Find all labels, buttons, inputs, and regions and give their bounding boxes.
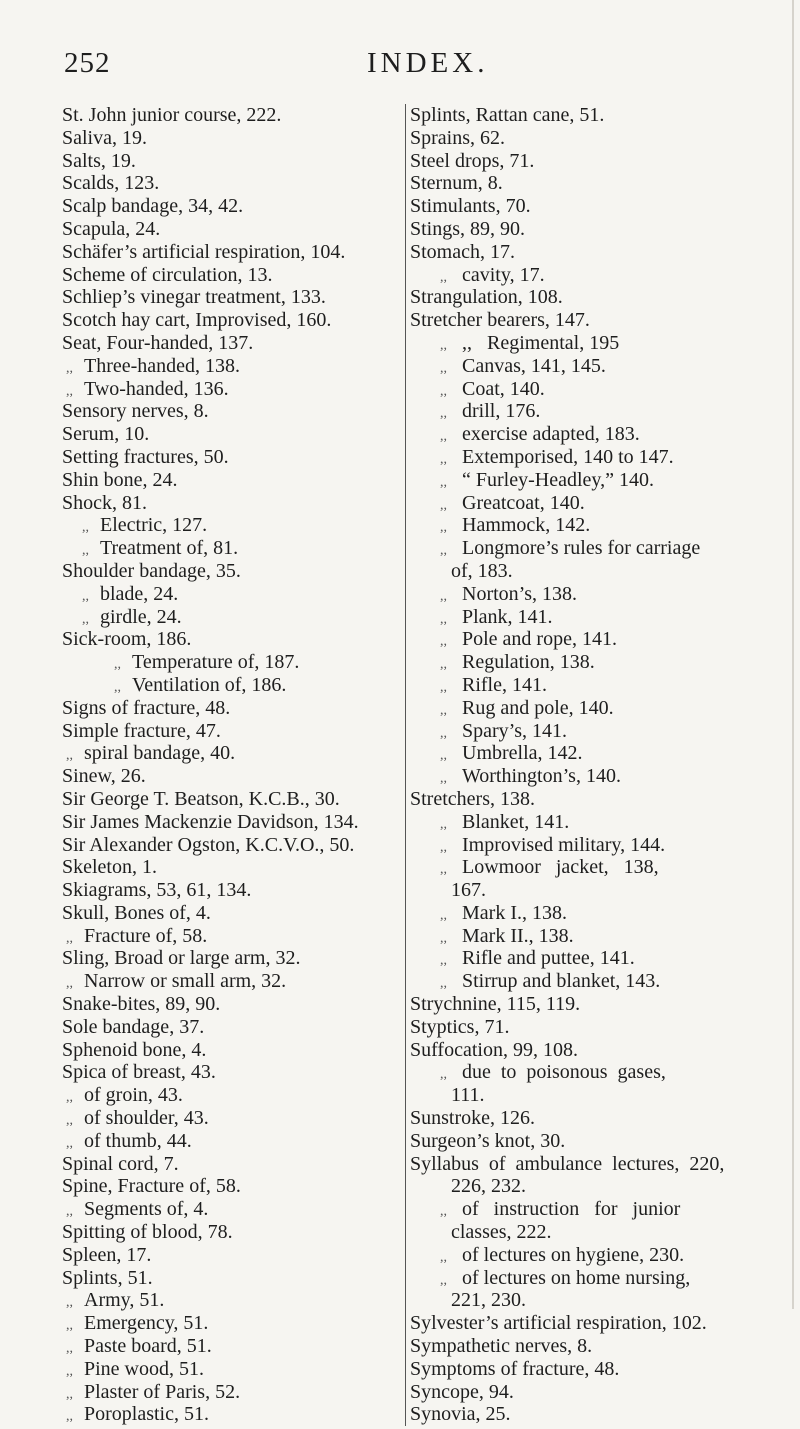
index-entry [62, 400, 392, 423]
index-entry-continuation [405, 560, 783, 583]
entry-text: Segments of, 4. [84, 1198, 209, 1221]
entry-text: Spleen, 17. [62, 1243, 152, 1266]
ditto-mark: ,, [440, 816, 447, 832]
entry-text: Longmore’s rules for carriage [462, 537, 701, 560]
index-entry [62, 104, 392, 127]
ditto-mark: ,, [440, 1204, 447, 1220]
entry-text: Worthington’s, 140. [462, 765, 621, 788]
entry-text: Sole bandage, 37. [62, 1015, 205, 1038]
ditto-mark: ,, [66, 1113, 73, 1129]
index-subentry [62, 925, 392, 948]
ditto-mark: ,, [440, 748, 447, 764]
index-subentry [62, 537, 392, 560]
index-subentry [62, 1084, 392, 1107]
index-entry [62, 469, 392, 492]
entry-text: Stimulants, 70. [410, 195, 531, 218]
entry-text: Schliep’s vinegar treatment, 133. [62, 286, 326, 309]
index-subentry [62, 514, 392, 537]
ditto-mark: ,, [66, 1295, 73, 1311]
ditto-mark: ,, [440, 360, 447, 376]
entry-text: Narrow or small arm, 32. [84, 970, 287, 993]
index-subentry [62, 1403, 392, 1426]
index-subentry [405, 742, 783, 765]
ditto-mark: ,, [66, 1090, 73, 1106]
page-number: 252 [64, 47, 111, 79]
ditto-mark: ,, [66, 1386, 73, 1402]
index-entry-continuation [405, 1084, 783, 1107]
entry-text: St. John junior course, 222. [62, 104, 282, 126]
index-entry-continuation [405, 1221, 783, 1244]
ditto-mark: ,, [440, 611, 447, 627]
running-title: INDEX. [367, 47, 489, 79]
ditto-mark: ,, [440, 451, 447, 467]
index-subentry [405, 469, 783, 492]
entry-text: Extemporised, 140 to 147. [462, 445, 674, 468]
entry-text: Three-handed, 138. [84, 354, 241, 377]
index-subentry [405, 834, 783, 857]
ditto-mark: ,, [66, 748, 73, 764]
index-entry [62, 765, 392, 788]
entry-text: Sprains, 62. [410, 126, 505, 149]
index-subentry [405, 947, 783, 970]
index-subentry [405, 856, 783, 879]
ditto-mark: ,, [440, 771, 447, 787]
index-subentry [405, 720, 783, 743]
index-subentry [405, 378, 783, 401]
entry-text: Pole and rope, 141. [462, 628, 617, 651]
index-entry [62, 856, 392, 879]
ditto-mark: ,, [114, 679, 121, 695]
entry-text: of, 183. [451, 559, 513, 582]
index-column-right [405, 104, 783, 1426]
index-entry [405, 150, 783, 173]
ditto-mark: ,, [440, 953, 447, 969]
index-subentry [405, 1061, 783, 1084]
index-entry [62, 1153, 392, 1176]
index-subentry [62, 606, 392, 629]
index-entry-continuation [405, 879, 783, 902]
ditto-mark: ,, [440, 588, 447, 604]
index-subentry [405, 1244, 783, 1267]
entry-text: Strangulation, 108. [410, 286, 563, 309]
ditto-mark: ,, [440, 702, 447, 718]
index-entry [62, 264, 392, 287]
entry-text: Sir George T. Beatson, K.C.B., 30. [62, 787, 340, 810]
entry-text: 226, 232. [451, 1175, 526, 1198]
entry-text: 167. [451, 879, 486, 902]
entry-text: due to poisonous gases, [462, 1061, 666, 1084]
entry-text: Splints, Rattan cane, 51. [410, 104, 605, 126]
index-subentry [405, 400, 783, 423]
entry-text: of lectures on hygiene, 230. [462, 1243, 685, 1266]
entry-text: Stretchers, 138. [410, 787, 535, 810]
entry-text: Scalp bandage, 34, 42. [62, 195, 244, 218]
entry-text: Rifle, 141. [462, 673, 547, 696]
index-subentry [405, 925, 783, 948]
entry-text: Paste board, 51. [84, 1335, 212, 1358]
entry-text: Spitting of blood, 78. [62, 1221, 233, 1244]
ditto-mark: ,, [440, 1272, 447, 1288]
index-entry [405, 1312, 783, 1335]
entry-text: cavity, 17. [462, 263, 545, 286]
entry-text: Poroplastic, 51. [84, 1403, 209, 1426]
index-entry [62, 309, 392, 332]
ditto-mark: ,, [66, 1409, 73, 1425]
entry-text: Salts, 19. [62, 149, 136, 172]
entry-text: Fracture of, 58. [84, 924, 208, 947]
index-subentry [405, 1198, 783, 1221]
entry-text: Suffocation, 99, 108. [410, 1038, 578, 1061]
index-subentry [62, 970, 392, 993]
entry-text: Norton’s, 138. [462, 582, 577, 605]
ditto-mark: ,, [82, 588, 89, 604]
index-entry [405, 1403, 783, 1426]
entry-text: Spinal cord, 7. [62, 1152, 179, 1175]
index-subentry [405, 651, 783, 674]
entry-text: 221, 230. [451, 1289, 526, 1312]
index-entry [405, 241, 783, 264]
ditto-mark: ,, [440, 634, 447, 650]
index-subentry [405, 355, 783, 378]
entry-text: Coat, 140. [462, 377, 545, 400]
index-subentry [62, 1312, 392, 1335]
ditto-mark: ,, [440, 679, 447, 695]
ditto-mark: ,, [66, 383, 73, 399]
entry-text: Skeleton, 1. [62, 856, 157, 879]
entry-text: Strychnine, 115, 119. [410, 993, 581, 1016]
index-subentry [62, 355, 392, 378]
entry-text: Simple fracture, 47. [62, 719, 221, 742]
entry-text: Stings, 89, 90. [410, 217, 526, 240]
entry-text: Scotch hay cart, Improvised, 160. [62, 309, 332, 332]
index-subentry [62, 378, 392, 401]
index-entry [405, 1381, 783, 1404]
entry-text: blade, 24. [100, 582, 179, 605]
entry-text: drill, 176. [462, 400, 541, 423]
entry-text: Sir James Mackenzie Davidson, 134. [62, 810, 359, 833]
index-subentry [405, 264, 783, 287]
entry-text: Sympathetic nerves, 8. [410, 1335, 593, 1358]
index-entry [62, 218, 392, 241]
index-entry [62, 332, 392, 355]
ditto-mark: ,, [440, 725, 447, 741]
index-entry [62, 127, 392, 150]
index-subentry [62, 1130, 392, 1153]
index-subentry [405, 697, 783, 720]
index-entry [62, 1244, 392, 1267]
entry-text: ,, Regimental, 195 [462, 331, 620, 354]
index-subentry [405, 423, 783, 446]
entry-text: Skull, Bones of, 4. [62, 901, 211, 924]
ditto-mark: ,, [440, 337, 447, 353]
index-entry [405, 1130, 783, 1153]
ditto-mark: ,, [440, 657, 447, 673]
entry-text: Plaster of Paris, 52. [84, 1380, 241, 1403]
entry-text: Styptics, 71. [410, 1015, 510, 1038]
entry-text: of instruction for junior [462, 1198, 681, 1221]
index-entry [405, 127, 783, 150]
index-subentry [62, 742, 392, 765]
index-entry [405, 1107, 783, 1130]
entry-text: of lectures on home nursing, [462, 1266, 691, 1289]
index-entry [62, 492, 392, 515]
index-subentry [405, 1267, 783, 1290]
entry-text: Spary’s, 141. [462, 719, 567, 742]
index-subentry [405, 765, 783, 788]
entry-text: 111. [451, 1084, 485, 1107]
ditto-mark: ,, [66, 1318, 73, 1334]
index-entry [62, 423, 392, 446]
index-entry [405, 788, 783, 811]
index-subentry [405, 537, 783, 560]
entry-text: Two-handed, 136. [84, 377, 229, 400]
ditto-mark: ,, [440, 429, 447, 445]
ditto-mark: ,, [440, 474, 447, 490]
index-subentry [62, 674, 392, 697]
ditto-mark: ,, [440, 930, 447, 946]
ditto-mark: ,, [440, 520, 447, 536]
entry-text: classes, 222. [451, 1221, 552, 1244]
entry-text: Seat, Four-handed, 137. [62, 331, 254, 354]
entry-text: Treatment of, 81. [100, 537, 239, 560]
entry-text: Scalds, 123. [62, 172, 160, 195]
entry-text: Temperature of, 187. [132, 651, 300, 674]
entry-text: Pine wood, 51. [84, 1357, 204, 1380]
index-entry [62, 697, 392, 720]
entry-text: Sling, Broad or large arm, 32. [62, 947, 301, 970]
ditto-mark: ,, [440, 383, 447, 399]
index-entry [62, 1016, 392, 1039]
entry-text: Sensory nerves, 8. [62, 400, 209, 423]
index-entry [62, 241, 392, 264]
entry-text: spiral bandage, 40. [84, 742, 236, 765]
entry-text: Sunstroke, 126. [410, 1107, 535, 1130]
index-entry [405, 1016, 783, 1039]
index-subentry [62, 1107, 392, 1130]
index-column-left [62, 104, 392, 1426]
index-subentry [405, 446, 783, 469]
index-entry [405, 1039, 783, 1062]
ditto-mark: ,, [66, 976, 73, 992]
ditto-mark: ,, [440, 1249, 447, 1265]
index-entry [62, 560, 392, 583]
entry-text: Mark II., 138. [462, 924, 574, 947]
ditto-mark: ,, [440, 976, 447, 992]
index-entry [405, 993, 783, 1016]
index-subentry [405, 902, 783, 925]
entry-text: Serum, 10. [62, 423, 150, 446]
entry-text: Electric, 127. [100, 514, 208, 537]
ditto-mark: ,, [66, 1363, 73, 1379]
entry-text: Syncope, 94. [410, 1380, 514, 1403]
ditto-mark: ,, [66, 1341, 73, 1357]
entry-text: Ventilation of, 186. [132, 673, 287, 696]
index-subentry [62, 651, 392, 674]
index-entry [62, 628, 392, 651]
index-entry [405, 104, 783, 127]
entry-text: Sphenoid bone, 4. [62, 1038, 207, 1061]
entry-text: Sick-room, 186. [62, 628, 192, 651]
index-entry [62, 1267, 392, 1290]
entry-text: Blanket, 141. [462, 810, 570, 833]
entry-text: of thumb, 44. [84, 1129, 192, 1152]
index-subentry [405, 332, 783, 355]
entry-text: of groin, 43. [84, 1084, 183, 1107]
page-edge [792, 0, 794, 1309]
entry-text: Setting fractures, 50. [62, 445, 229, 468]
entry-text: Sternum, 8. [410, 172, 503, 195]
entry-text: Plank, 141. [462, 605, 553, 628]
index-subentry [62, 1198, 392, 1221]
ditto-mark: ,, [440, 269, 447, 285]
entry-text: Stomach, 17. [410, 240, 515, 263]
index-subentry [62, 583, 392, 606]
entry-text: Umbrella, 142. [462, 742, 583, 765]
entry-text: Skiagrams, 53, 61, 134. [62, 879, 252, 902]
ditto-mark: ,, [66, 360, 73, 376]
entry-text: Rifle and puttee, 141. [462, 947, 635, 970]
index-subentry [405, 970, 783, 993]
ditto-mark: ,, [440, 839, 447, 855]
index-entry [62, 1175, 392, 1198]
index-entry [405, 1153, 783, 1176]
entry-text: Surgeon’s knot, 30. [410, 1129, 566, 1152]
entry-text: of shoulder, 43. [84, 1107, 209, 1130]
index-entry [62, 811, 392, 834]
index-entry [62, 150, 392, 173]
index-entry [405, 1358, 783, 1381]
index-entry [62, 879, 392, 902]
entry-text: Sylvester’s artificial respiration, 102. [410, 1312, 707, 1335]
ditto-mark: ,, [440, 497, 447, 513]
entry-text: Greatcoat, 140. [462, 491, 585, 514]
index-subentry [62, 1358, 392, 1381]
index-subentry [405, 811, 783, 834]
index-entry [62, 172, 392, 195]
entry-text: Shin bone, 24. [62, 468, 178, 491]
index-entry [62, 720, 392, 743]
index-entry [62, 1061, 392, 1084]
index-entry [405, 195, 783, 218]
ditto-mark: ,, [440, 406, 447, 422]
entry-text: Shock, 81. [62, 491, 147, 514]
index-entry [405, 309, 783, 332]
entry-text: Spica of breast, 43. [62, 1061, 216, 1084]
entry-text: Regulation, 138. [462, 651, 595, 674]
entry-text: Mark I., 138. [462, 901, 567, 924]
entry-text: Scapula, 24. [62, 217, 161, 240]
entry-text: Army, 51. [84, 1289, 165, 1312]
index-subentry [405, 606, 783, 629]
entry-text: Stretcher bearers, 147. [410, 309, 590, 332]
ditto-mark: ,, [440, 1067, 447, 1083]
ditto-mark: ,, [66, 1204, 73, 1220]
entry-text: Emergency, 51. [84, 1312, 209, 1335]
entry-text: Lowmoor jacket, 138, [462, 856, 659, 879]
entry-text: Rug and pole, 140. [462, 696, 614, 719]
ditto-mark: ,, [82, 520, 89, 536]
entry-text: Scheme of circulation, 13. [62, 263, 273, 286]
entry-text: Synovia, 25. [410, 1403, 511, 1426]
index-entry [62, 947, 392, 970]
index-entry [62, 1221, 392, 1244]
ditto-mark: ,, [440, 543, 447, 559]
index-entry [405, 286, 783, 309]
entry-text: Schäfer’s artificial respiration, 104. [62, 240, 346, 263]
ditto-mark: ,, [114, 657, 121, 673]
entry-text: Symptoms of fracture, 48. [410, 1357, 620, 1380]
index-entry [62, 1039, 392, 1062]
index-subentry [405, 492, 783, 515]
ditto-mark: ,, [440, 907, 447, 923]
index-entry [62, 834, 392, 857]
entry-text: Canvas, 141, 145. [462, 354, 606, 377]
index-entry [62, 902, 392, 925]
index-subentry [62, 1381, 392, 1404]
index-entry [405, 218, 783, 241]
entry-text: Signs of fracture, 48. [62, 696, 231, 719]
index-subentry [405, 628, 783, 651]
entry-text: Saliva, 19. [62, 126, 147, 149]
index-entry-continuation [405, 1175, 783, 1198]
entry-text: exercise adapted, 183. [462, 423, 640, 446]
entry-text: Snake-bites, 89, 90. [62, 993, 221, 1016]
ditto-mark: ,, [66, 930, 73, 946]
ditto-mark: ,, [82, 543, 89, 559]
ditto-mark: ,, [82, 611, 89, 627]
ditto-mark: ,, [66, 1135, 73, 1151]
page-header [0, 47, 800, 87]
entry-text: “ Furley-Headley,” 140. [462, 468, 654, 491]
index-subentry [405, 514, 783, 537]
index-subentry [405, 583, 783, 606]
entry-text: Hammock, 142. [462, 514, 591, 537]
entry-text: Shoulder bandage, 35. [62, 559, 241, 582]
entry-text: Stirrup and blanket, 143. [462, 970, 661, 993]
entry-text: Sir Alexander Ogston, K.C.V.O., 50. [62, 833, 355, 856]
entry-text: Improvised military, 144. [462, 833, 666, 856]
index-subentry [405, 674, 783, 697]
ditto-mark: ,, [440, 862, 447, 878]
entry-text: Steel drops, 71. [410, 149, 535, 172]
index-entry [62, 446, 392, 469]
entry-text: girdle, 24. [100, 605, 182, 628]
index-entry [62, 993, 392, 1016]
index-entry [62, 286, 392, 309]
index-entry [405, 1335, 783, 1358]
index-subentry [62, 1335, 392, 1358]
index-entry [62, 195, 392, 218]
entry-text: Sinew, 26. [62, 765, 146, 788]
entry-text: Spine, Fracture of, 58. [62, 1175, 241, 1198]
entry-text: Splints, 51. [62, 1266, 153, 1289]
index-entry [405, 172, 783, 195]
entry-text: Syllabus of ambulance lectures, 220, [410, 1152, 725, 1175]
index-entry [62, 788, 392, 811]
